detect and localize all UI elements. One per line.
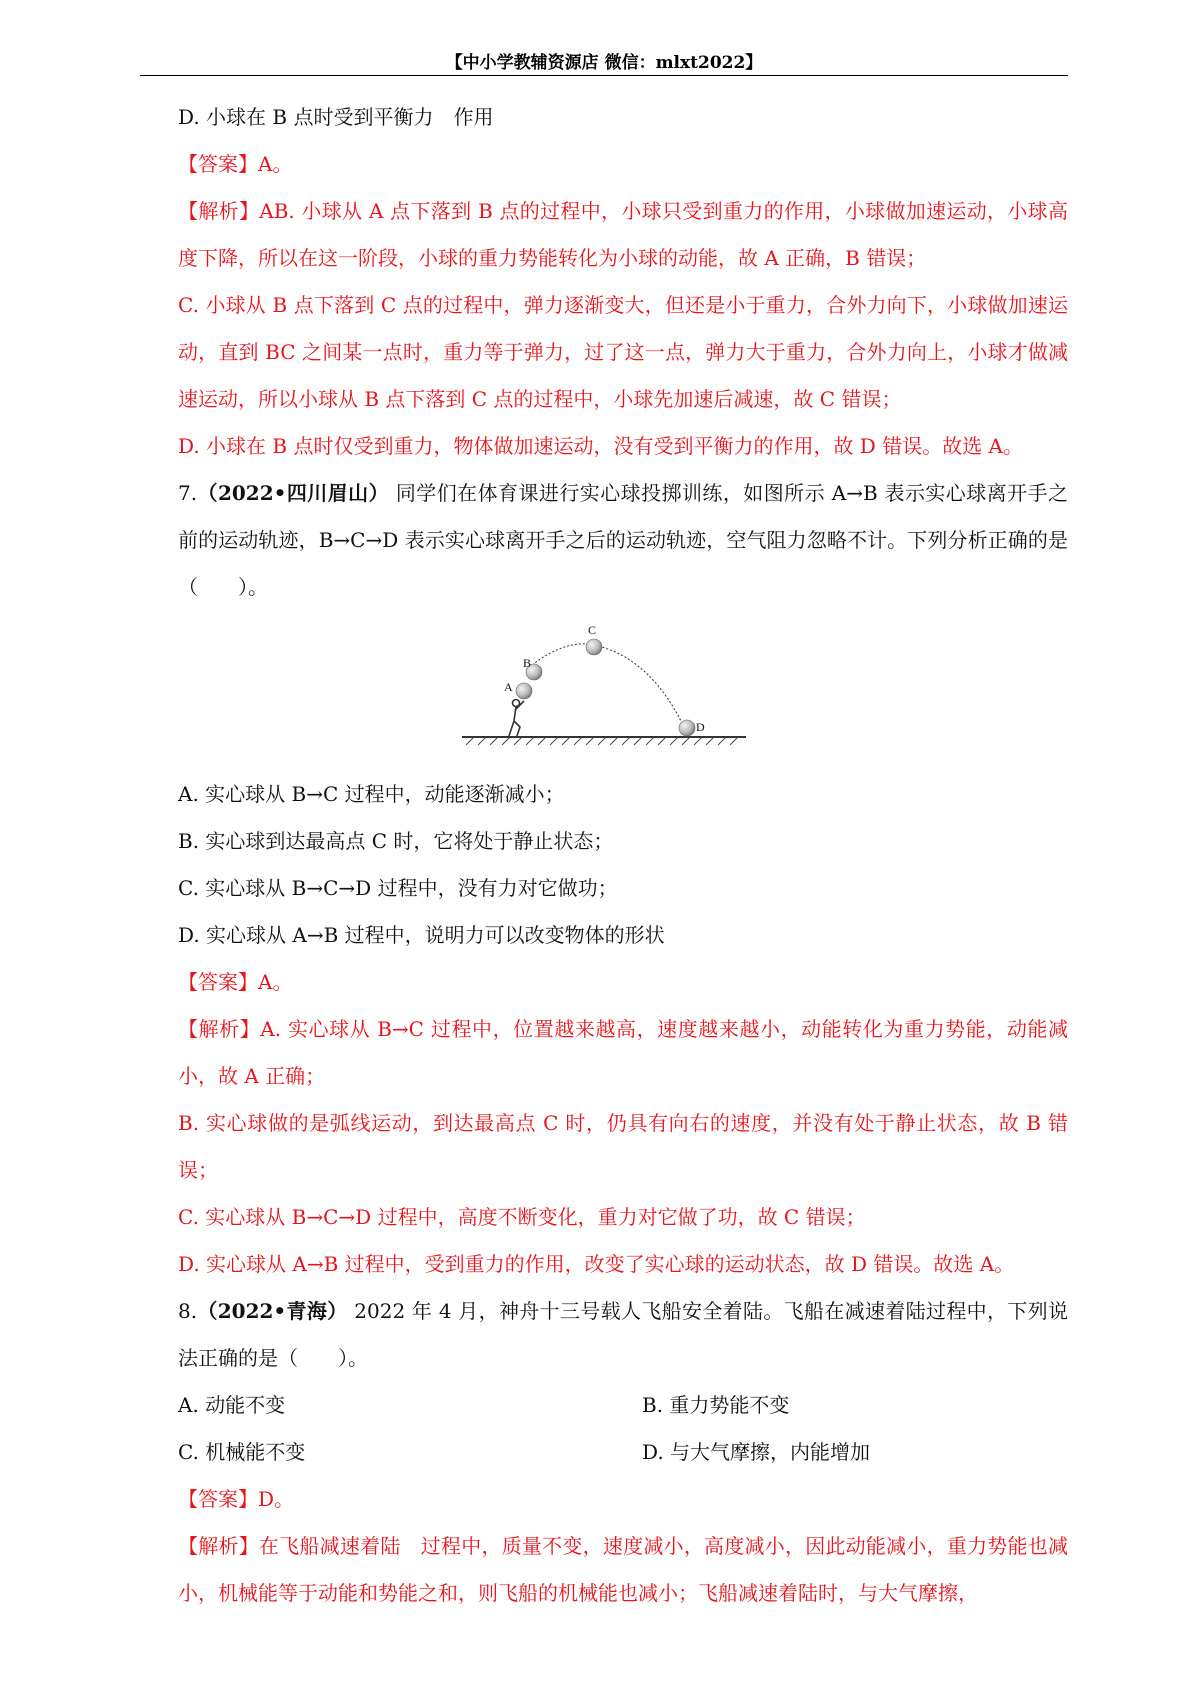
throw-trajectory-diagram [454,621,754,761]
header-rule [140,75,1068,76]
ground-hatching [466,737,738,745]
q6-analysis-2: C. 小球从 B 点下落到 C 点的过程中，弹力逐渐变大，但还是小于重力，合外力向下，小球做加速运动，直到 BC 之间某一点时，重力等于弹力，过了这一点，弹力大于重力，合外力向上，小球才做减速运动，所以小球从 B 点下落到 C 点的过程中，小球先加速后减速，故 C 错误； [178,293,1068,411]
q7-answer: 【答案】A。 [178,970,293,994]
ball-a [516,683,532,699]
q6-option-d: D. 小球在 B 点时受到平衡力 作用 [178,105,494,129]
q7-stem [140,470,1068,611]
q8-source: （2022•青海） [197,1299,348,1323]
q7-stem-text: 同学们在体育课进行实心球投掷训练，如图所示 A→B 表示实心球离开手之前的运动轨迹，B→C→D 表示实心球离开手之后的运动轨迹，空气阻力忽略不计。下列分析正确的是（ ）。 [178,481,1068,599]
q8-option-d: D. 与大气摩擦，内能增加 [642,1440,871,1464]
q7-option-b: B. 实心球到达最高点 C 时，它将处于静止状态； [178,829,614,853]
q7-figure [140,611,1068,771]
q8-option-a: A. 动能不变 [178,1393,286,1417]
q8-option-c: C. 机械能不变 [178,1440,306,1464]
q7-analysis-1: 【解析】A. 实心球从 B→C 过程中，位置越来越高，速度越来越小，动能转化为重力势能，动能减小，故 A 正确； [178,1017,1068,1088]
label-b: B [523,656,532,670]
q7-option-a: A. 实心球从 B→C 过程中，动能逐渐减小； [178,782,565,806]
q7-analysis-2: B. 实心球做的是弧线运动，到达最高点 C 时，仍具有向右的速度，并没有处于静止状态，故 B 错误； [178,1111,1068,1182]
label-a: A [504,680,513,694]
q8-answer: 【答案】D。 [178,1487,295,1511]
q7-option-c: C. 实心球从 B→C→D 过程中，没有力对它做功； [178,876,618,900]
q8-number: 8. [178,1299,198,1323]
page-content [140,94,1068,1617]
q7-option-d: D. 实心球从 A→B 过程中，说明力可以改变物体的形状 [178,923,665,947]
q8-options-row-2 [140,1429,1068,1476]
label-d: D [696,720,705,734]
q8-option-b: B. 重力势能不变 [642,1393,790,1417]
q7-analysis-4: D. 实心球从 A→B 过程中，受到重力的作用，改变了实心球的运动状态，故 D 错误。故选 A。 [178,1252,1015,1276]
q6-answer: 【答案】A。 [178,152,293,176]
label-c: C [588,623,597,637]
q7-number: 7. [178,481,198,505]
q7-source: （2022•四川眉山） [197,481,390,505]
ball-d [679,720,695,736]
q6-analysis-1: 【解析】AB. 小球从 A 点下落到 B 点的过程中，小球只受到重力的作用，小球做加速运动，小球高度下降，所以在这一阶段，小球的重力势能转化为小球的动能，故 A 正确，B 错误； [178,199,1068,270]
trajectory-curve [532,644,684,727]
ball-c [586,639,602,655]
q6-analysis-3: D. 小球在 B 点时仅受到重力，物体做加速运动，没有受到平衡力的作用，故 D 错误。故选 A。 [178,434,1023,458]
page-header: 【中小学教辅资源店 微信：mlxt2022】 [445,53,763,73]
q7-analysis-3: C. 实心球从 B→C→D 过程中，高度不断变化，重力对它做了功，故 C 错误； [178,1205,866,1229]
q8-analysis-1: 【解析】在飞船减速着陆 过程中，质量不变，速度减小，高度减小，因此动能减小，重力势能也减小，机械能等于动能和势能之和，则飞船的机械能也减小；飞船减速着陆时，与大气摩擦， [178,1534,1068,1605]
q8-stem [140,1288,1068,1382]
q8-options-row-1 [140,1382,1068,1429]
q8-stem-text: 2022 年 4 月，神舟十三号载人飞船安全着陆。飞船在减速着陆过程中，下列说法正确的是（ ）。 [178,1299,1069,1370]
thrower-figure [509,700,524,737]
